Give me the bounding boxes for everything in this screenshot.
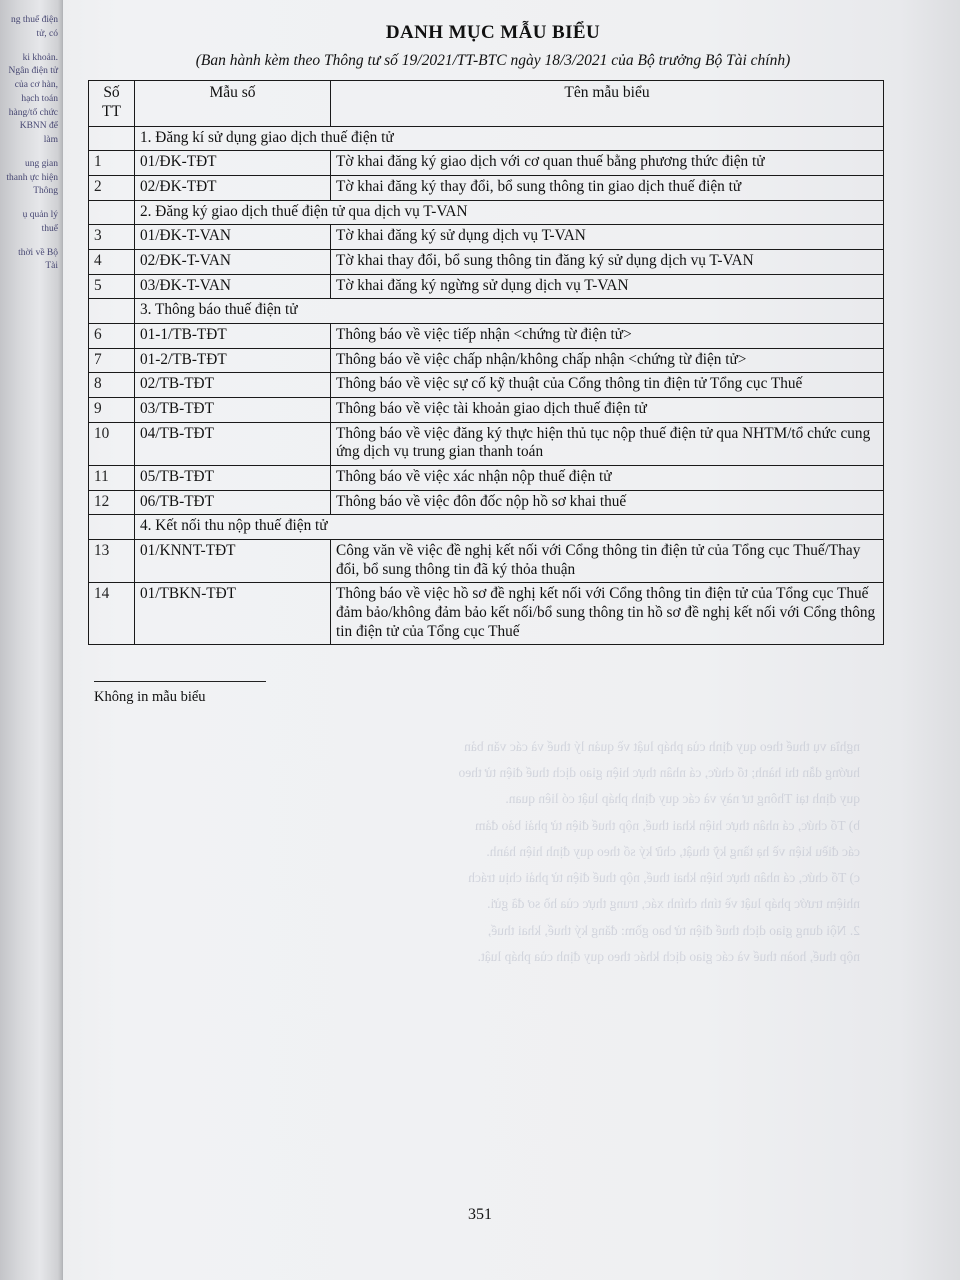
row-mau-so: 03/ĐK-T-VAN <box>135 274 331 299</box>
book-spine-edge <box>0 0 63 1280</box>
row-mau-so: 01-1/TB-TĐT <box>135 324 331 349</box>
row-mau-so: 04/TB-TĐT <box>135 422 331 465</box>
row-mau-so: 01/TBKN-TĐT <box>135 583 331 645</box>
row-mau-so: 01/KNNT-TĐT <box>135 539 331 582</box>
table-row <box>89 250 884 275</box>
table-row <box>89 225 884 250</box>
page-content <box>88 0 898 1280</box>
row-stt <box>89 126 135 151</box>
table-row <box>89 176 884 201</box>
table-row <box>89 466 884 491</box>
table-row <box>89 422 884 465</box>
row-mau-so: 01-2/TB-TĐT <box>135 348 331 373</box>
row-ten-mau-bieu: Thông báo về việc chấp nhận/không chấp nhận <chứng từ điện tử> <box>331 348 884 373</box>
table-row <box>89 274 884 299</box>
row-stt <box>89 200 135 225</box>
spine-fragment: ụ quản lý thuế <box>22 210 58 234</box>
row-stt: 10 <box>89 422 135 465</box>
section-label: 1. Đăng kí sử dụng giao dịch thuế điện tử <box>135 126 884 151</box>
row-ten-mau-bieu: Tờ khai thay đổi, bổ sung thông tin đăng ký sử dụng dịch vụ T-VAN <box>331 250 884 275</box>
row-stt: 4 <box>89 250 135 275</box>
section-label: 3. Thông báo thuế điện tử <box>135 299 884 324</box>
row-stt: 8 <box>89 373 135 398</box>
table-header-row <box>89 81 884 127</box>
row-stt: 3 <box>89 225 135 250</box>
table-row <box>89 151 884 176</box>
row-mau-so: 02/TB-TĐT <box>135 373 331 398</box>
spine-fragment: thời về Bộ Tài <box>18 247 58 272</box>
footnote-divider <box>94 681 266 682</box>
table-row-section <box>89 200 884 225</box>
table-row <box>89 324 884 349</box>
row-ten-mau-bieu: Thông báo về việc hồ sơ đề nghị kết nối với Cổng thông tin điện tử của Tổng cục Thuế đảm bảo/không đảm bảo kết nối/bổ sung thông tin hồ sơ đề nghị kết nối với Cổng thông tin điện tử của Tổng cục Thuế <box>331 583 884 645</box>
row-ten-mau-bieu: Tờ khai đăng ký thay đổi, bổ sung thông tin giao dịch thuế điện tử <box>331 176 884 201</box>
row-mau-so: 02/ĐK-TĐT <box>135 176 331 201</box>
row-ten-mau-bieu: Thông báo về việc đăng ký thực hiện thủ tục nộp thuế điện tử qua NHTM/tổ chức cung ứng dịch vụ trung gian thanh toán <box>331 422 884 465</box>
section-label: 4. Kết nối thu nộp thuế điện tử <box>135 515 884 540</box>
row-mau-so: 02/ĐK-T-VAN <box>135 250 331 275</box>
row-stt: 14 <box>89 583 135 645</box>
table-row-section <box>89 515 884 540</box>
row-stt: 7 <box>89 348 135 373</box>
row-stt: 12 <box>89 490 135 515</box>
footnote <box>94 681 394 706</box>
section-label: 2. Đăng ký giao dịch thuế điện tử qua dịch vụ T-VAN <box>135 200 884 225</box>
spine-bleed-text <box>4 14 58 284</box>
spine-fragment: ng thuế điện tử, có <box>11 15 58 39</box>
row-ten-mau-bieu: Tờ khai đăng ký sử dụng dịch vụ T-VAN <box>331 225 884 250</box>
page-title: DANH MỤC MẪU BIỂU <box>385 22 601 43</box>
row-ten-mau-bieu: Công văn về việc đề nghị kết nối với Cổng thông tin điện tử của Tổng cục Thuế/Thay đổi, bổ sung thông tin đã ký thỏa thuận <box>331 539 884 582</box>
table-row <box>89 398 884 423</box>
row-stt: 2 <box>89 176 135 201</box>
table-row-section <box>89 126 884 151</box>
column-header-stt: Số TT <box>89 81 135 127</box>
row-stt: 11 <box>89 466 135 491</box>
bleed-through-text: nghĩa vụ thuế theo quy định của pháp luật về quản lý thuế và các văn bản hướng dẫn thi hành; tổ chức, cá nhân thực hiện giao dịch thuế điện tử theo quy định tại Thông tư này và các quy định pháp luật có liên quan. b) Tổ chức, cá nhân thực hiện khai thuế, nộp thuế điện tử phải bảo đảm các điều kiện về hạ tầng kỹ thuật, chữ ký số theo quy định hiện hành. c) Tổ chức, cá nhân thực hiện khai thuế, nộp thuế điện tử phải chịu trách nhiệm trước pháp luật về tính chính xác, trung thực của hồ sơ đã gửi. 2. Nội dung giao dịch thuế điện tử bao gồm: đăng ký thuế, khai thuế, nộp thuế, hoàn thuế và các giao dịch khác theo quy định của pháp luật. <box>458 739 860 964</box>
row-ten-mau-bieu: Tờ khai đăng ký giao dịch với cơ quan thuế bằng phương thức điện tử <box>331 151 884 176</box>
footnote-text: Không in mẫu biểu <box>94 689 206 706</box>
row-mau-so: 01/ĐK-T-VAN <box>135 225 331 250</box>
row-stt <box>89 515 135 540</box>
form-catalog-table <box>88 80 884 645</box>
row-stt: 5 <box>89 274 135 299</box>
spine-fragment: ung gian thanh ực hiện Thông <box>6 158 58 197</box>
row-mau-so: 05/TB-TĐT <box>135 466 331 491</box>
column-header-mau-so: Mẫu số <box>135 81 331 127</box>
row-ten-mau-bieu: Thông báo về việc tiếp nhận <chứng từ điện tử> <box>331 324 884 349</box>
table-row <box>89 583 884 645</box>
row-stt: 6 <box>89 324 135 349</box>
row-stt: 1 <box>89 151 135 176</box>
table-row <box>89 490 884 515</box>
table-row <box>89 348 884 373</box>
row-ten-mau-bieu: Thông báo về việc sự cố kỹ thuật của Cổng thông tin điện tử Tổng cục Thuế <box>331 373 884 398</box>
page-subtitle: (Ban hành kèm theo Thông tư số 19/2021/TT-BTC ngày 18/3/2021 của Bộ trưởng Bộ Tài chính) <box>195 52 791 69</box>
page-number: 351 <box>468 1206 492 1223</box>
row-ten-mau-bieu: Thông báo về việc đôn đốc nộp hồ sơ khai thuế <box>331 490 884 515</box>
row-stt <box>89 299 135 324</box>
row-mau-so: 06/TB-TĐT <box>135 490 331 515</box>
table-row <box>89 539 884 582</box>
table-row <box>89 373 884 398</box>
table-row-section <box>89 299 884 324</box>
row-mau-so: 03/TB-TĐT <box>135 398 331 423</box>
row-stt: 13 <box>89 539 135 582</box>
row-ten-mau-bieu: Tờ khai đăng ký ngừng sử dụng dịch vụ T-VAN <box>331 274 884 299</box>
row-mau-so: 01/ĐK-TĐT <box>135 151 331 176</box>
row-stt: 9 <box>89 398 135 423</box>
row-ten-mau-bieu: Thông báo về việc tài khoản giao dịch thuế điện tử <box>331 398 884 423</box>
spine-fragment: ki khoản. Ngân điện tử của cơ hàn, hạch toán hàng/tổ chức KBNN để làm <box>8 52 58 146</box>
row-ten-mau-bieu: Thông báo về việc xác nhận nộp thuế điện tử <box>331 466 884 491</box>
column-header-ten-mau-bieu: Tên mẫu biểu <box>331 81 884 127</box>
